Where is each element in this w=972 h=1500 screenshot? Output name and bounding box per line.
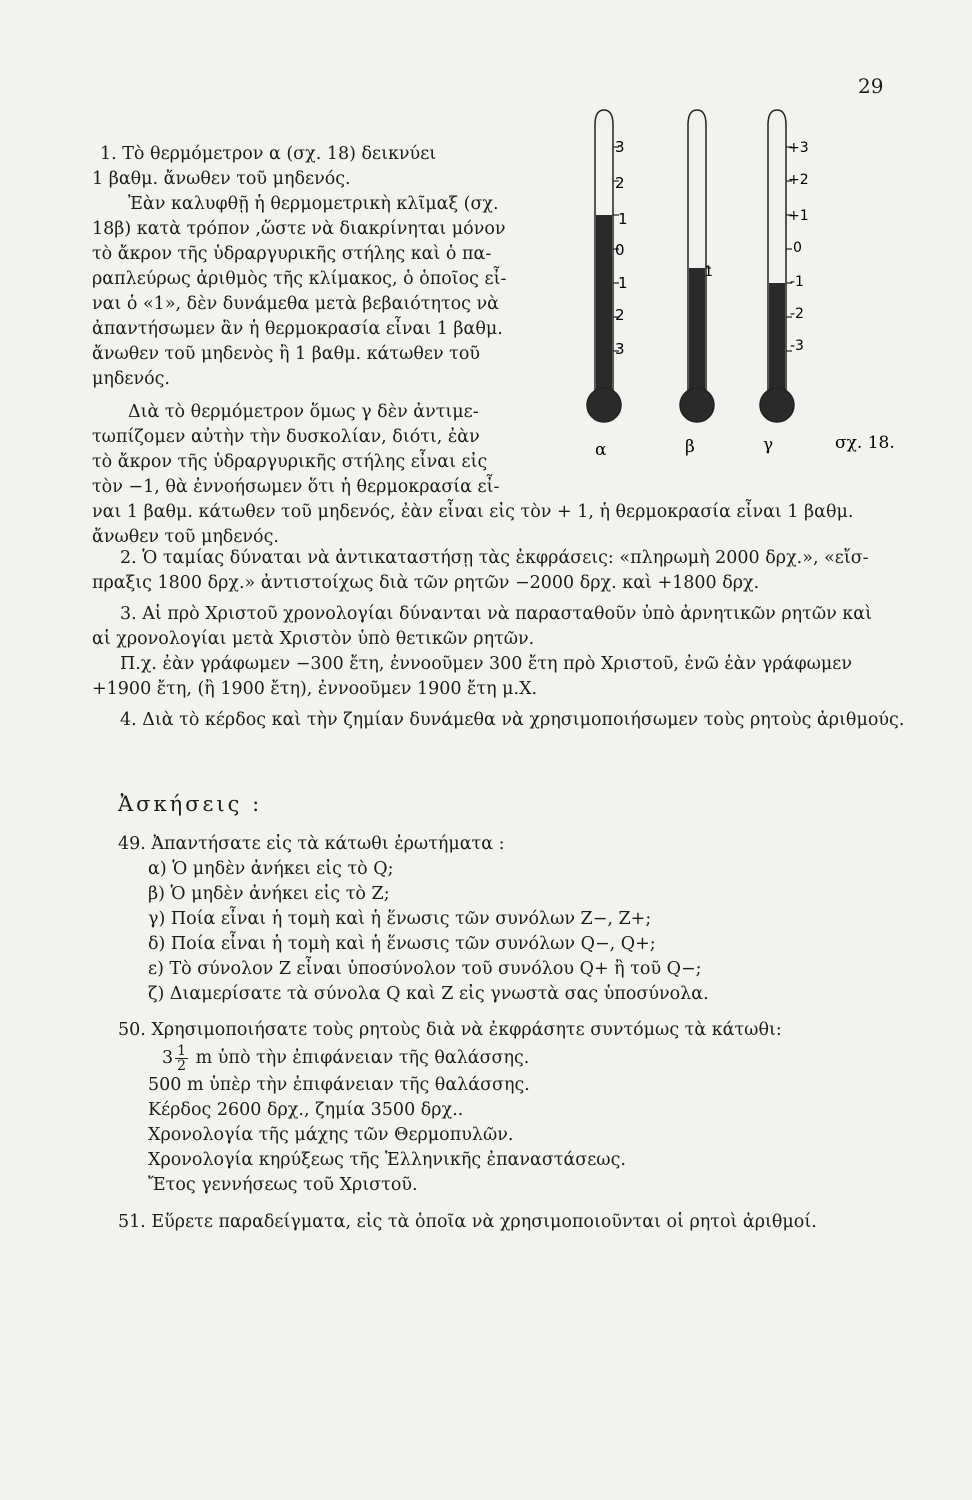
list-item: Χρονολογία τῆς μάχης τῶν Θερμοπυλῶν. xyxy=(148,1125,514,1145)
text-line: ναι 1 βαθμ. κάτωθεν τοῦ μηδενός, ἐὰν εἶναι εἰς τὸν + 1, ἡ θερμοκρασία εἶναι 1 βαθμ. xyxy=(92,502,854,522)
text-line: ναι ὁ «1», δὲν δυνάμεθα μετὰ βεβαιότητος νὰ xyxy=(92,294,499,314)
list-item: ε) Τὸ σύνολον Z εἶναι ὑποσύνολον τοῦ συνόλου Q+ ἢ τοῦ Q−; xyxy=(148,959,702,979)
bulb-beta xyxy=(680,388,714,422)
text-line: πραξις 1800 δρχ.» ἀντιστοίχως διὰ τῶν ρητῶν −2000 δρχ. καὶ +1800 δρχ. xyxy=(92,573,760,593)
text-line: Π.χ. ἐὰν γράφωμεν −300 ἔτη, ἐννοοῦμεν 300 ἔτη πρὸ Χριστοῦ, ἐνῶ ἐὰν γράφωμεν xyxy=(120,654,852,674)
bulb-gamma xyxy=(760,388,794,422)
list-item: Ἔτος γεννήσεως τοῦ Χριστοῦ. xyxy=(148,1175,418,1195)
list-item: γ) Ποία εἶναι ἡ τομὴ καὶ ἡ ἕνωσις τῶν συνόλων Z−, Z+; xyxy=(148,909,652,929)
text-line: ἀπαντήσωμεν ἂν ἡ θερμοκρασία εἶναι 1 βαθμ. xyxy=(92,319,503,339)
scale-label: 1 xyxy=(618,274,628,292)
page-number: 29 xyxy=(858,74,884,98)
exercise-50 xyxy=(118,1018,782,1198)
scale-label: 0 xyxy=(615,241,625,259)
scale-label: 1 xyxy=(618,210,628,228)
scale-label: +2 xyxy=(788,172,809,188)
exercises-heading: Ἀσκήσεις : xyxy=(118,792,263,816)
list-item: Χρονολογία κηρύξεως τῆς Ἑλληνικῆς ἐπαναστάσεως. xyxy=(148,1150,626,1170)
list-item: ζ) Διαμερίσατε τὰ σύνολα Q καὶ Z εἰς γνωστὰ σας ὑποσύνολα. xyxy=(148,984,709,1004)
item-4: 4. Διὰ τὸ κέρδος καὶ τὴν ζημίαν δυνάμεθα νὰ χρησιμοποιήσωμεν τοὺς ρητοὺς ἀριθμούς. xyxy=(120,710,905,730)
text-line: 3. Αἱ πρὸ Χριστοῦ χρονολογίαι δύνανται νὰ παρασταθοῦν ὑπὸ ἀρνητικῶν ρητῶν καὶ xyxy=(120,604,872,624)
scale-label: +1 xyxy=(788,208,809,224)
text-line: Ἐὰν καλυφθῇ ἡ θερμομετρικὴ κλῖμαξ (σχ. xyxy=(128,194,499,214)
text-line: ραπλεύρως ἀριθμὸς τῆς κλίμακος, ὁ ὁποῖος εἶ- xyxy=(92,269,507,289)
fraction-denominator: 2 xyxy=(177,1058,187,1074)
scale-label: 0 xyxy=(793,240,802,256)
list-item: Κέρδος 2600 δρχ., ζημία 3500 δρχ.. xyxy=(148,1100,464,1120)
list-item: β) Ὁ μηδὲν ἀνήκει εἰς τὸ Z; xyxy=(148,884,390,904)
scale-label: -2 xyxy=(790,306,804,322)
text-line: τὸ ἄκρον τῆς ὑδραργυρικῆς στήλης εἶναι εἰς xyxy=(92,452,488,472)
mercury-column-gamma xyxy=(769,283,785,390)
text-line: τὸν −1, θὰ ἐννοήσωμεν ὅτι ἡ θερμοκρασία εἶ- xyxy=(92,477,500,497)
text-line: αἱ χρονολογίαι μετὰ Χριστὸν ὑπὸ θετικῶν ρητῶν. xyxy=(92,629,535,649)
thermometer-gamma xyxy=(760,110,809,422)
scale-label: -1 xyxy=(790,274,804,290)
scale-label: -3 xyxy=(790,338,804,354)
text-line: ἄνωθεν τοῦ μηδενὸς ἢ 1 βαθμ. κάτωθεν τοῦ xyxy=(92,344,481,364)
thermometer-alpha xyxy=(587,110,628,422)
exercise-title: 49. Ἀπαντήσατε εἰς τὰ κάτωθι ἐρωτήματα : xyxy=(118,834,505,854)
exercise-49 xyxy=(118,832,709,1007)
text-line: 18β) κατὰ τρόπον ,ὥστε νὰ διακρίνηται μόνον xyxy=(92,219,506,239)
scale-label: 2 xyxy=(615,174,625,192)
exercise-title: 50. Χρησιμοποιήσατε τοὺς ρητοὺς διὰ νὰ ἐκφράσητε συντόμως τὰ κάτωθι: xyxy=(118,1020,782,1040)
list-item-text: m ὑπὸ τὴν ἐπιφάνειαν τῆς θαλάσσης. xyxy=(195,1048,530,1068)
fraction-numerator: 1 xyxy=(177,1043,187,1059)
scale-label: 3 xyxy=(615,340,625,358)
item-3 xyxy=(92,602,872,702)
mercury-column-alpha xyxy=(596,215,612,390)
text-line: 2. Ὁ ταμίας δύναται νὰ ἀντικαταστήσῃ τὰς ἐκφράσεις: «πληρωμὴ 2000 δρχ.», «εἴσ- xyxy=(120,548,869,568)
text-line: +1900 ἔτη, (ἢ 1900 ἔτη), ἐννοοῦμεν 1900 ἔτη μ.Χ. xyxy=(92,679,538,699)
text-line: 1 βαθμ. ἄνωθεν τοῦ μηδενός. xyxy=(92,169,351,189)
item-2 xyxy=(92,546,869,596)
figure-label-beta: β xyxy=(685,437,695,457)
figure-caption: σχ. 18. xyxy=(835,433,895,453)
scale-label: 2 xyxy=(615,306,625,324)
figure-label-alpha: α xyxy=(595,440,607,460)
text-line: μηδενός. xyxy=(92,369,170,389)
mixed-number-whole: 3 xyxy=(162,1048,174,1068)
list-item: α) Ὁ μηδὲν ἀνήκει εἰς τὸ Q; xyxy=(148,859,394,879)
list-item xyxy=(118,1043,782,1073)
bulb-alpha xyxy=(587,388,621,422)
scale-label: 1 xyxy=(704,264,713,280)
text-line: 1. Τὸ θερμόμετρον α (σχ. 18) δεικνύει xyxy=(100,144,437,164)
fraction xyxy=(175,1044,188,1073)
thermometers-figure xyxy=(585,100,915,480)
figure-label-gamma: γ xyxy=(763,435,774,455)
list-item: δ) Ποία εἶναι ἡ τομὴ καὶ ἡ ἕνωσις τῶν συνόλων Q−, Q+; xyxy=(148,934,656,954)
mercury-column-beta xyxy=(689,268,705,390)
thermometer-beta xyxy=(680,110,714,422)
scale-label: 3 xyxy=(615,138,625,156)
text-line: τὸ ἄκρον τῆς ὑδραργυρικῆς στήλης καὶ ὁ πα- xyxy=(92,244,492,264)
text-line: ἄνωθεν τοῦ μηδενός. xyxy=(92,527,279,547)
text-line: Διὰ τὸ θερμόμετρον ὅμως γ δὲν ἀντιμε- xyxy=(128,402,479,422)
text-line: τωπίζομεν αὐτὴν τὴν δυσκολίαν, διότι, ἐὰν xyxy=(92,427,480,447)
scale-label: +3 xyxy=(788,140,809,156)
exercise-51: 51. Εὕρετε παραδείγματα, εἰς τὰ ὁποῖα νὰ χρησιμοποιοῦνται οἱ ρητοὶ ἀριθμοί. xyxy=(118,1212,817,1232)
list-item: 500 m ὑπὲρ τὴν ἐπιφάνειαν τῆς θαλάσσης. xyxy=(148,1075,530,1095)
